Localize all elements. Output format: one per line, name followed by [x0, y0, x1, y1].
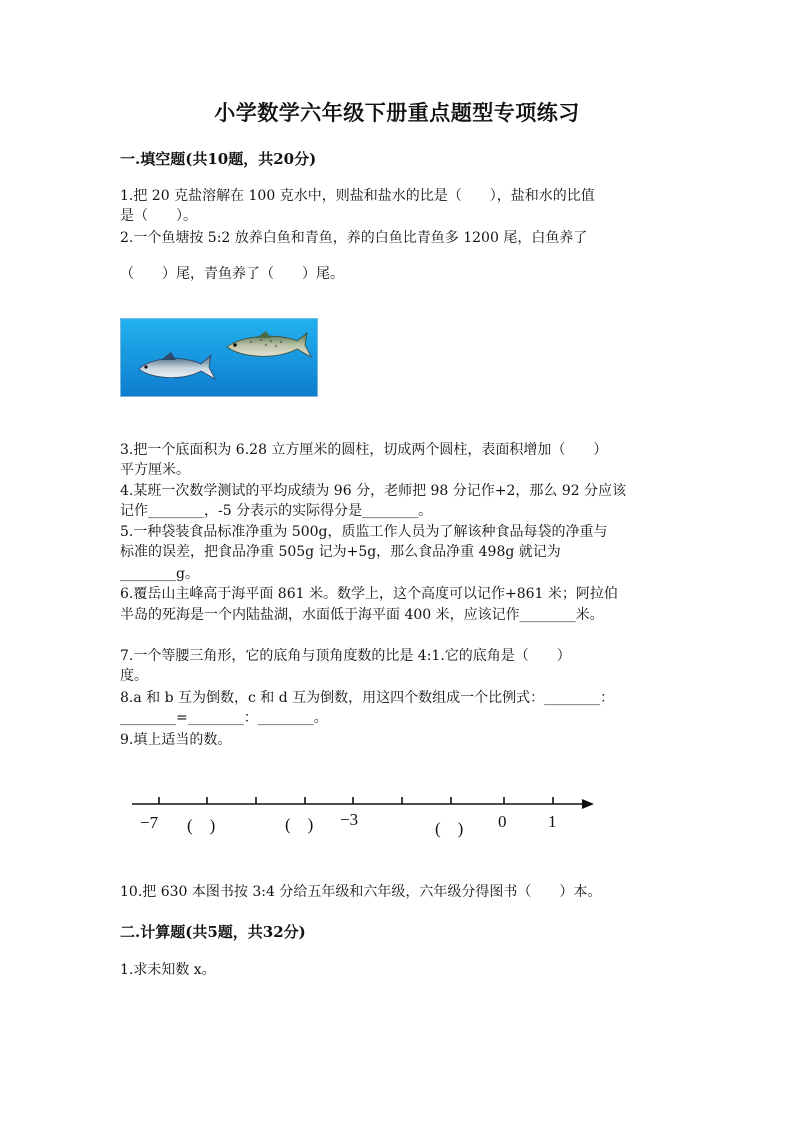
question-10-line-1: 10.把 630 本图书按 3:4 分给五年级和六年级，六年级分得图书（ ）本。 [120, 884, 602, 900]
question-5-line-2: 标准的误差，把食品净重 505g 记为+5g，那么食品净重 498g 就记为 [120, 544, 561, 560]
question-8-line-1: 8.a 和 b 互为倒数，c 和 d 互为倒数，用这四个数组成一个比例式：________： [120, 690, 615, 706]
question-3-line-1: 3.把一个底面积为 6.28 立方厘米的圆柱，切成两个圆柱，表面积增加（ ） [120, 442, 608, 458]
question-1-line-2: 是（ ）。 [120, 208, 197, 224]
question-7-line-2: 度。 [120, 668, 148, 684]
number-line-label: −3 [340, 810, 359, 829]
number-line-blank: ( ) [285, 815, 314, 834]
question-4-line-1: 4.某班一次数学测试的平均成绩为 96 分，老师把 98 分记作+2，那么 92 分应该 [120, 483, 627, 499]
question-3-line-2: 平方厘米。 [120, 462, 190, 478]
question-8-line-2: ________=________：________。 [120, 710, 328, 726]
question-7-line-1: 7.一个等腰三角形，它的底角与顶角度数的比是 4:1.它的底角是（ ） [120, 648, 571, 664]
number-line-ticks [159, 797, 553, 804]
question-1-line-1: 1.把 20 克盐溶解在 100 克水中，则盐和盐水的比是（ ），盐和水的比值 [120, 188, 595, 204]
section-heading-fill-blank: 一.填空题(共10题，共20分) [120, 150, 317, 168]
page-title: 小学数学六年级下册重点题型专项练习 [214, 100, 580, 125]
question-2-line-2: （ ）尾，青鱼养了（ ）尾。 [120, 266, 344, 282]
question-2-line-1: 2.一个鱼塘按 5:2 放养白鱼和青鱼，养的白鱼比青鱼多 1200 尾，白鱼养了 [120, 230, 588, 246]
question-5-line-3: ________g。 [120, 566, 199, 582]
water-background [121, 319, 317, 396]
question-6-line-1: 6.覆岳山主峰高于海平面 861 米。数学上，这个高度可以记作+861 米；阿拉伯 [120, 586, 618, 602]
number-line-label: 1 [548, 812, 557, 831]
number-line-label: 0 [498, 812, 507, 831]
arrow-right-icon [582, 799, 594, 809]
question-5-line-1: 5.一种袋装食品标准净重为 500g，质监工作人员为了解该种食品每袋的净重与 [120, 524, 608, 540]
number-line-blank: ( ) [435, 819, 464, 838]
number-line [120, 780, 600, 840]
number-line-label: −7 [140, 813, 159, 832]
calc-question-1: 1.求未知数 x。 [120, 962, 216, 978]
fish-illustration [120, 318, 318, 397]
question-6-line-2: 半岛的死海是一个内陆盐湖，水面低于海平面 400 米，应该记作________米。 [120, 607, 604, 623]
question-9-line-1: 9.填上适当的数。 [120, 732, 232, 748]
question-4-line-2: 记作________，-5 分表示的实际得分是________。 [120, 503, 433, 519]
section-heading-calculation: 二.计算题(共5题，共32分) [120, 923, 306, 941]
number-line-blank: ( ) [187, 816, 216, 835]
